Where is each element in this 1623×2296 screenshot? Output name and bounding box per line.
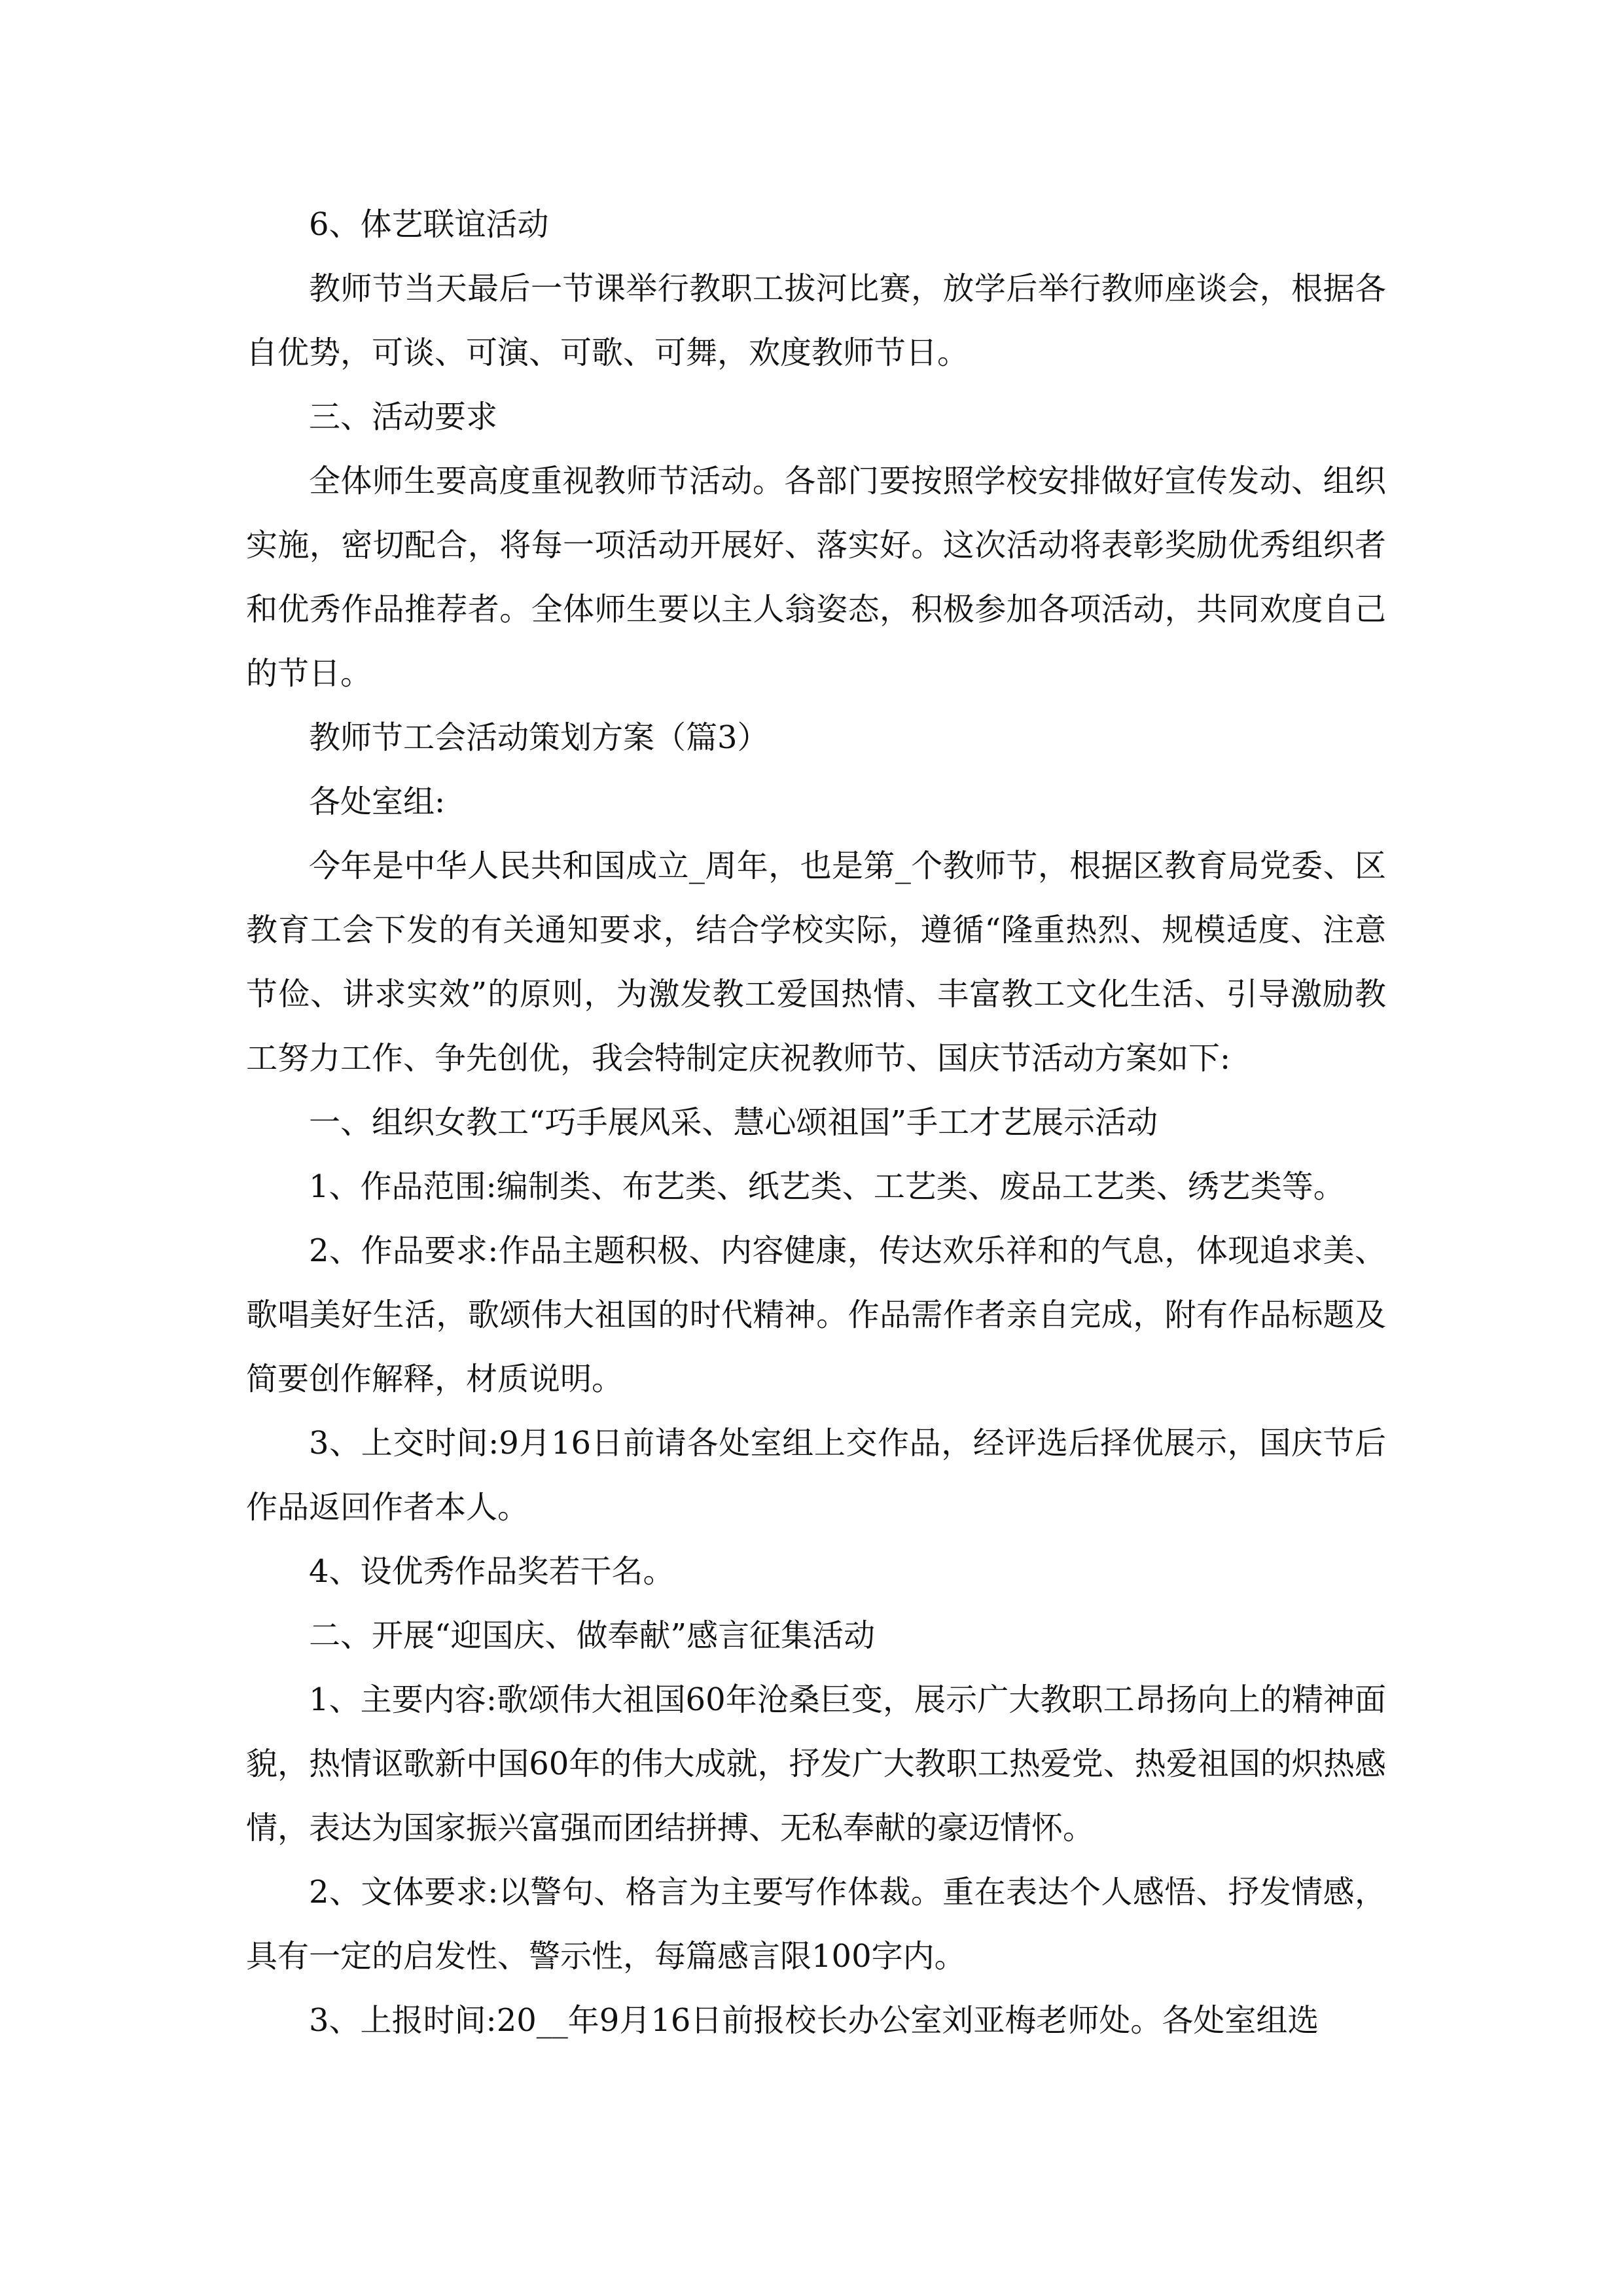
paragraph-section-heading: 一、组织女教工“巧手展风采、慧心颂祖国”手工才艺展示活动 [309,1104,1158,1141]
paragraph-document-title: 教师节工会活动策划方案（篇3） [309,719,769,756]
paragraph-section-heading: 三、活动要求 [309,399,498,435]
paragraph: 2、作品要求:作品主题积极、内容健康，传达欢乐祥和的气息，体现追求美、歌唱美好生活，歌颂伟大祖国的时代精神。作品需作者亲自完成，附有作品标题及简要创作解释，材质说明。 [246,1232,1386,1397]
paragraph: 3、上交时间:9月16日前请各处室组上交作品，经评选后择优展示，国庆节后作品返回作者本人。 [246,1425,1386,1526]
paragraph-section-heading: 二、开展“迎国庆、做奉献”感言征集活动 [309,1617,876,1654]
paragraph: 4、设优秀作品奖若干名。 [309,1553,675,1590]
paragraph: 教师节当天最后一节课举行教职工拔河比赛，放学后举行教师座谈会，根据各自优势，可谈、可演、可歌、可舞，欢度教师节日。 [246,270,1386,371]
paragraph-section-heading: 6、体艺联谊活动 [309,206,549,243]
paragraph-salutation: 各处室组: [309,783,446,820]
paragraph: 2、文体要求:以警句、格言为主要写作体裁。重在表达个人感悟、抒发情感，具有一定的启发性、警示性，每篇感言限100字内。 [246,1874,1386,1975]
paragraph: 3、上报时间:20__年9月16日前报校长办公室刘亚梅老师处。各处室组选 [309,2002,1319,2039]
paragraph: 全体师生要高度重视教师节活动。各部门要按照学校安排做好宣传发动、组织实施，密切配合，将每一项活动开展好、落实好。这次活动将表彰奖励优秀组织者和优秀作品推荐者。全体师生要以主人翁姿态，积极参加各项活动，共同欢度自己的节日。 [246,463,1386,692]
paragraph: 1、作品范围:编制类、布艺类、纸艺类、工艺类、废品工艺类、绣艺类等。 [309,1168,1345,1205]
document-body [246,192,1386,2053]
paragraph: 今年是中华人民共和国成立_周年，也是第_个教师节，根据区教育局党委、区教育工会下发的有关通知要求，结合学校实际，遵循“隆重热烈、规模适度、注意节俭、讲求实效”的原则，为激发教工爱国热情、丰富教工文化生活、引导激励教工努力工作、争先创优，我会特制定庆祝教师节、国庆节活动方案如下: [246,848,1386,1077]
paragraph: 1、主要内容:歌颂伟大祖国60年沧桑巨变，展示广大教职工昂扬向上的精神面貌，热情讴歌新中国60年的伟大成就，抒发广大教职工热爱党、热爱祖国的炽热感情，表达为国家振兴富强而团结拼搏、无私奉献的豪迈情怀。 [246,1681,1386,1846]
